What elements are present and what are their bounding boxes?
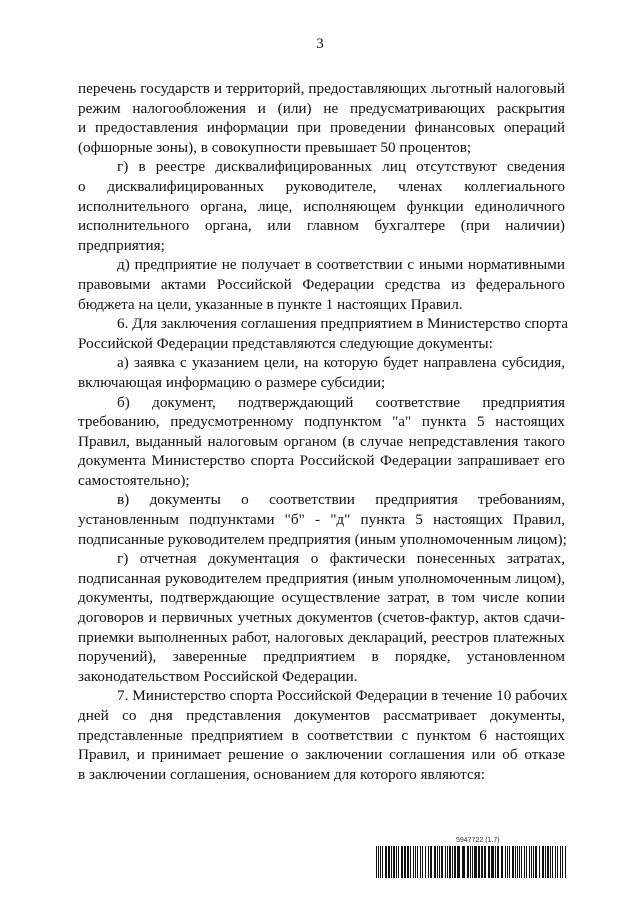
text-line: дней со дня представления документов рассматривает документы, [78,707,565,724]
text-line: г) в реестре дисквалифицированных лиц отсутствуют сведения [117,158,565,176]
text-line: а) заявка с указанием цели, на которую будет направлена субсидия, [117,354,565,372]
text-line: режим налогообложения и (или) не предусматривающих раскрытия [78,99,565,117]
text-line: 7. Министерство спорта Российской Федерации в течение 10 рабочих [117,687,568,705]
text-line: б) документ, подтверждающий соответствие предприятия [117,393,565,411]
text-line: подписанная руководителем предприятия (иным уполномоченным лицом), [78,569,565,587]
text-line: бюджета на цели, указанные в пункте 1 настоящих Правил. [78,295,463,313]
text-line: представленные предприятием в соответствии с пунктом 6 настоящих [78,726,565,744]
barcode-image [376,846,566,878]
text-line: г) отчетная документация о фактически понесенных затратах, [117,550,565,568]
document-body [78,79,568,784]
text-line: подписанные руководителем предприятия (иным уполномоченным лицом); [78,530,567,548]
text-line: д) предприятие не получает в соответствии с иными нормативными [117,256,565,274]
text-line: о дисквалифицированных руководителе, членах коллегиального [78,177,565,195]
text-line: установленным подпунктами "б" - "д" пункта 5 настоящих Правил, [78,511,565,529]
text-line: исполнительного органа, или главном бухгалтере (при наличии) [78,217,565,235]
page-number: 3 [316,36,324,52]
text-line: документы, подтверждающие осуществление затрат, в том числе копии [78,589,565,607]
text-line: предприятия; [78,236,165,254]
text-line: законодательством Российской Федерации. [78,667,358,685]
text-line: 6. Для заключения соглашения предприятием в Министерство спорта [117,315,568,333]
text-line: приемки выполненных работ, налоговых деклараций, реестров платежных [78,628,565,646]
text-line: Правил, выданный налоговым органом (в случае непредставления такого [78,432,565,450]
text-line: включающая информацию о размере субсидии; [78,373,386,391]
text-line: перечень государств и территорий, предоставляющих льготный налоговый [78,80,565,97]
text-line: Правил, и принимает решение о заключении соглашения или об отказе [78,746,565,764]
text-line: правовыми актами Российской Федерации средства из федерального [78,275,565,293]
text-line: самостоятельно); [78,471,190,489]
text-line: и предоставления информации при проведении финансовых операций [78,119,565,137]
text-line: в) документы о соответствии предприятия требованиям, [117,491,565,509]
barcode-caption: 5947722 (1.7) [456,837,500,844]
text-line: исполнительного органа, лице, исполняющем функции единоличного [78,197,565,215]
text-line: (офшорные зоны), в совокупности превышает 50 процентов; [78,138,472,156]
text-line: в заключении соглашения, основанием для которого являются: [78,765,485,783]
text-line: документа Министерство спорта Российской Федерации запрашивает его [78,452,565,470]
text-line: договоров и первичных учетных документов (счетов-фактур, актов сдачи- [78,609,565,627]
text-line: Российской Федерации представляются следующие документы: [78,334,493,352]
text-line: требованию, предусмотренному подпунктом "а" пункта 5 настоящих [78,413,565,431]
text-line: поручений), заверенные предприятием в порядке, установленном [78,648,565,666]
